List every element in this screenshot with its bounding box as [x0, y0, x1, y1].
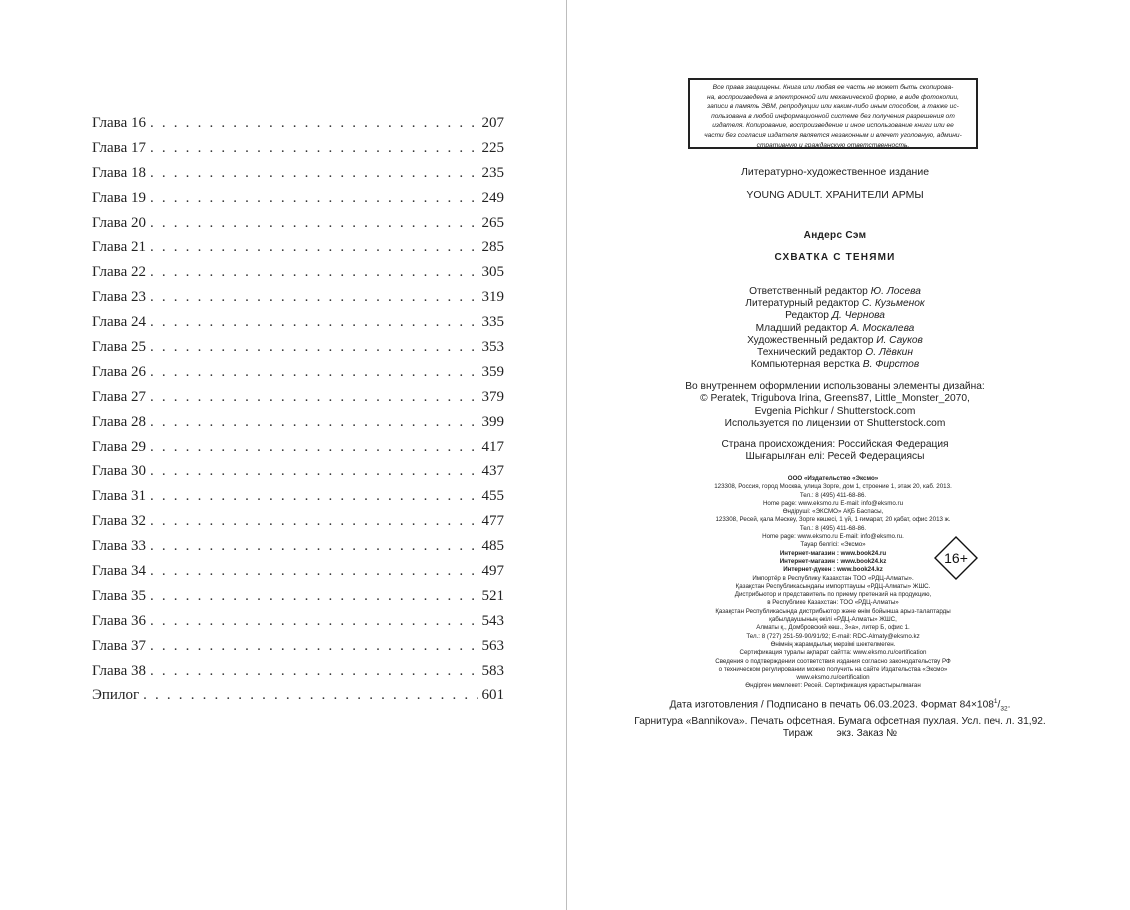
toc-page-number: 319	[481, 289, 504, 306]
credit-name: С. Кузьменок	[861, 298, 925, 310]
toc-page-number: 265	[481, 214, 504, 231]
toc-row	[92, 661, 504, 686]
rights-notice-line: записи в память ЭВМ, репродукции или каким-либо иным способом, а также ис-	[707, 103, 959, 111]
credit-name: А. Москалева	[850, 322, 915, 334]
toc-page-number: 305	[481, 264, 504, 281]
book-title: СХВАТКА С ТЕНЯМИ	[774, 252, 896, 263]
design-credit-line: © Peratek, Trigubova Irina, Greens87, Little_Monster_2070,	[700, 393, 970, 405]
toc-entry-title: Глава 17	[92, 139, 146, 156]
toc-entry-title: Глава 33	[92, 538, 146, 555]
toc-entry-title: Глава 25	[92, 339, 146, 356]
series-line: YOUNG ADULT. ХРАНИТЕЛИ АРМЫ	[746, 189, 924, 201]
toc-entry-title: Эпилог	[92, 687, 140, 704]
design-credit-line: Используется по лицензии от Shutterstock.com	[724, 417, 946, 429]
toc-row	[92, 287, 504, 312]
toc-page-number: 353	[481, 339, 504, 356]
credit-line	[600, 298, 1070, 310]
toc-row	[92, 536, 504, 561]
credit-name: В. Фирстов	[862, 359, 920, 371]
origin-line: Страна происхождения: Российская Федерация	[721, 439, 949, 450]
imprint-line: қабылдаушының өкілі «РДЦ-Алматы» ЖШС,	[769, 616, 897, 624]
toc-leader-dots	[150, 511, 478, 531]
imprint-line: Home page: www.eksmo.ru E-mail: info@eksmo.ru.	[762, 533, 904, 541]
toc-entry-title: Глава 20	[92, 214, 146, 231]
credit-line	[600, 310, 1070, 322]
imprint-line: Қазақстан Республикасында дистрибьютор және өнім бойынша арыз-талаптарды	[715, 607, 951, 615]
toc-entry-title: Глава 18	[92, 164, 146, 181]
toc-row	[92, 362, 504, 387]
toc-page-number: 543	[481, 612, 504, 629]
toc-entry-title: Глава 23	[92, 289, 146, 306]
rights-notice-line: стративную и гражданскую ответственность.	[756, 141, 910, 149]
toc-page-number: 437	[481, 463, 504, 480]
toc-row	[92, 611, 504, 636]
design-credits	[600, 381, 1070, 430]
toc-page-number: 335	[481, 314, 504, 331]
toc-row	[92, 237, 504, 262]
toc-row	[92, 461, 504, 486]
toc-leader-dots	[150, 486, 478, 506]
toc-page-number: 417	[481, 438, 504, 455]
toc-row	[92, 486, 504, 511]
toc-entry-title: Глава 22	[92, 264, 146, 281]
imprint-line: в Республике Казахстан: ТОО «РДЦ-Алматы»	[767, 599, 899, 607]
format-denominator: 32	[1000, 705, 1008, 713]
toc-row	[92, 113, 504, 138]
imprint-line: ООО «Издательство «Эксмо»	[787, 475, 879, 482]
toc-row	[92, 138, 504, 163]
toc-page-number: 359	[481, 363, 504, 380]
toc-row	[92, 163, 504, 188]
toc-page-number: 379	[481, 388, 504, 405]
toc-entry-title: Глава 36	[92, 612, 146, 629]
toc-leader-dots	[150, 437, 478, 457]
toc-row	[92, 561, 504, 586]
imprint-line: Өндірген мемлекет: Ресей. Сертификация қарастырылмаған	[745, 682, 921, 690]
rights-notice-line: издателя. Копирование, воспроизведение и иное использование книги или ее	[712, 122, 954, 130]
toc-entry-title: Глава 37	[92, 637, 146, 654]
design-credit-line: Evgenia Pichkur / Shutterstock.com	[754, 405, 916, 417]
credit-role: Компьютерная верстка	[750, 359, 863, 371]
imprint-line: о техническом регулировании можно получить на сайте Издательства «Эксмо»	[718, 665, 948, 673]
toc-entry-title: Глава 38	[92, 662, 146, 679]
toc-entry-title: Глава 19	[92, 189, 146, 206]
imprint-line: www.eksmo.ru/certification	[796, 674, 870, 682]
credit-role: Младший редактор	[755, 322, 851, 334]
toc-page-number: 563	[481, 637, 504, 654]
toc-page-number: 521	[481, 587, 504, 604]
toc-entry-title: Глава 35	[92, 587, 146, 604]
imprint-line: Интернет-дүкен : www.book24.kz	[783, 566, 883, 574]
toc-entry-title: Глава 24	[92, 314, 146, 331]
publisher-imprint	[648, 475, 1018, 691]
print-info	[620, 696, 1060, 741]
age-rating-badge	[933, 535, 979, 581]
genre-line: Литературно-художественное издание	[740, 166, 930, 178]
rights-notice	[688, 78, 978, 149]
design-credit-line: Во внутреннем оформлении использованы элементы дизайна:	[685, 381, 985, 392]
toc-page-number: 477	[481, 513, 504, 530]
toc-leader-dots	[150, 163, 478, 183]
toc-leader-dots	[150, 262, 478, 282]
credit-role: Художественный редактор	[747, 334, 877, 346]
toc-entry-title: Глава 28	[92, 413, 146, 430]
toc-leader-dots	[150, 387, 478, 407]
age-rating-text: 16+	[944, 550, 968, 566]
credit-line	[600, 286, 1070, 298]
print-info-line-3	[620, 728, 1060, 740]
toc-leader-dots	[150, 461, 478, 481]
toc-entry-title: Глава 31	[92, 488, 146, 505]
toc-row	[92, 188, 504, 213]
imprint-line: Дистрибьютор и представитель по приему претензий на продукцию,	[734, 591, 932, 599]
toc-leader-dots	[150, 287, 478, 307]
rights-notice-line: пользована в любой информационной системе без получения разрешения от	[711, 112, 955, 120]
toc-leader-dots	[150, 337, 478, 357]
toc-page-number: 601	[481, 687, 504, 704]
imprint-line: Home page: www.eksmo.ru E-mail: info@eksmo.ru	[762, 499, 904, 507]
imprint-line: Алматы қ., Домбровский көш., 3«а», литер Б, офис 1.	[756, 624, 910, 632]
imprint-line: Импортёр в Республику Казахстан ТОО «РДЦ-Алматы».	[752, 574, 914, 582]
imprint-line: Өнімнің жарамдылық мерзімі шектелмеген.	[770, 640, 896, 648]
toc-leader-dots	[150, 113, 478, 133]
toc-entry-title: Глава 29	[92, 438, 146, 455]
rights-notice-line: Все права защищены. Книга или любая ее часть не может быть скопирова-	[712, 84, 954, 91]
imprint-line: Сертификация туралы ақпарат сайтта: www.eksmo.ru/certification	[739, 649, 927, 657]
toc-leader-dots	[150, 561, 478, 581]
toc-row	[92, 262, 504, 287]
toc-entry-title: Глава 26	[92, 363, 146, 380]
toc-page-number: 583	[481, 662, 504, 679]
toc-page-number: 485	[481, 538, 504, 555]
toc-leader-dots	[150, 237, 478, 257]
toc-page-number: 207	[481, 115, 504, 131]
toc-leader-dots	[150, 312, 478, 332]
toc-entry-title: Глава 30	[92, 463, 146, 480]
country-of-origin	[600, 439, 1070, 464]
toc-leader-dots	[143, 685, 477, 705]
print-info-line-1: Дата изготовления / Подписано в печать 06.03.2023. Формат $84\times 108^1/_{32}$.	[669, 698, 1011, 713]
credit-role: Редактор	[785, 310, 832, 322]
credit-line	[600, 335, 1070, 347]
toc-entry-title: Глава 34	[92, 563, 146, 580]
rights-notice-line: на, воспроизведена в электронной или механической форме, в виде фотокопии,	[706, 93, 960, 101]
toc-row	[92, 437, 504, 462]
toc-leader-dots	[150, 536, 478, 556]
toc-entry-title: Глава 21	[92, 239, 146, 256]
print-run-label: Тираж	[782, 728, 813, 740]
toc-row	[92, 412, 504, 437]
toc-row	[92, 213, 504, 238]
print-info-line-2: Гарнитура «Bannikova». Печать офсетная. Бумага офсетная пухлая. Усл. печ. л. 31,92.	[634, 715, 1046, 727]
imprint-line: Тауар белгісі: «Эксмо»	[800, 541, 866, 549]
imprint-line: 123308, Ресей, қала Мәскеу, Зорге көшесі, 1 үй, 1 ғимарат, 20 қабат, офис 2013 ж.	[715, 516, 951, 524]
toc-row	[92, 337, 504, 362]
toc-page-number: 285	[481, 239, 504, 256]
credit-line	[600, 347, 1070, 359]
rights-notice-line: части без согласия издателя является незаконным и влечет уголовную, админи-	[704, 131, 962, 139]
toc-leader-dots	[150, 611, 478, 631]
credit-name: Ю. Лосева	[870, 286, 921, 297]
editorial-credits	[600, 286, 1070, 371]
credit-line	[600, 323, 1070, 335]
toc-page-number: 497	[481, 563, 504, 580]
toc-row	[92, 636, 504, 661]
toc-entry-title: Глава 16	[92, 115, 146, 131]
toc-page-number: 455	[481, 488, 504, 505]
credit-role: Технический редактор	[757, 347, 866, 359]
order-number-label: экз. Заказ №	[836, 728, 898, 740]
imprint-line: Тел.: 8 (495) 411-68-86.	[799, 491, 867, 499]
origin-line: Шығарылған елі: Ресей Федерациясы	[745, 451, 925, 463]
toc-leader-dots	[150, 412, 478, 432]
line-end: .	[1007, 699, 1011, 711]
toc-page-number: 225	[481, 139, 504, 156]
toc-leader-dots	[150, 138, 478, 158]
toc-leader-dots	[150, 362, 478, 382]
toc-leader-dots	[150, 586, 478, 606]
toc-row	[92, 511, 504, 536]
toc-entry-title: Глава 32	[92, 513, 146, 530]
format-numerator: 1	[993, 698, 998, 705]
imprint-line: Интернет-магазин : www.book24.kz	[779, 557, 887, 565]
imprint-line: Тел.: 8 (727) 251-59-90/91/92; E-mail: RDC-Almaty@eksmo.kz	[746, 632, 920, 640]
toc-page-number: 235	[481, 164, 504, 181]
credit-role: Литературный редактор	[745, 298, 862, 310]
imprint-line: Қазақстан Республикасындағы импорттаушы «РДЦ-Алматы» ЖШС.	[735, 582, 931, 590]
toc-entry-title: Глава 27	[92, 388, 146, 405]
credit-name: И. Сауков	[876, 334, 923, 346]
credit-name: Д. Чернова	[831, 310, 885, 322]
toc-page-number: 399	[481, 413, 504, 430]
imprint-line: Интернет-магазин : www.book24.ru	[779, 549, 887, 557]
credit-name: О. Лёвкин	[865, 347, 913, 359]
print-date-format: Дата изготовления / Подписано в печать 06.03.2023. Формат 84×108	[669, 699, 994, 711]
toc-row	[92, 387, 504, 412]
toc-page-number: 249	[481, 189, 504, 206]
imprint-line: Өндіруші: «ЭКСМО» АҚБ Баспасы,	[782, 508, 884, 516]
toc-leader-dots	[150, 661, 478, 681]
toc-row	[92, 685, 504, 710]
table-of-contents	[92, 113, 504, 710]
credit-line	[600, 359, 1070, 371]
age-rating-diamond-icon	[933, 535, 979, 581]
toc-leader-dots	[150, 213, 478, 233]
imprint-line: Тел.: 8 (495) 411-68-86.	[799, 524, 867, 532]
imprint-line: 123308, Россия, город Москва, улица Зорге, дом 1, строение 1, этаж 20, каб. 2013.	[714, 483, 952, 491]
credit-role: Ответственный редактор	[749, 286, 871, 297]
imprint-line: Сведения о подтверждении соответствия издания согласно законодательству РФ	[715, 657, 951, 665]
toc-leader-dots	[150, 188, 478, 208]
toc-leader-dots	[150, 636, 478, 656]
toc-row	[92, 312, 504, 337]
author-name: Андерс Сэм	[803, 230, 867, 241]
toc-row	[92, 586, 504, 611]
